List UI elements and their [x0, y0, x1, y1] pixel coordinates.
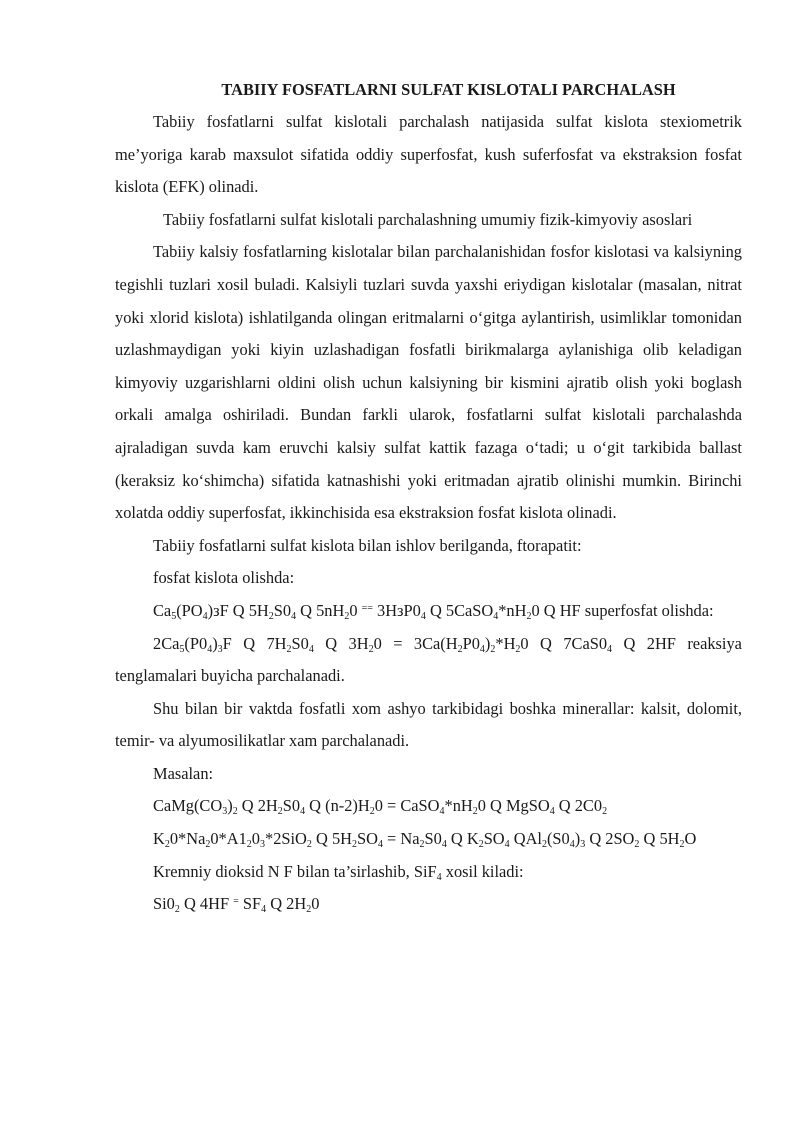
- equation-dolomite: $CaMg(CO_3)_2$ Q $2H_2S0_4$ Q $(n-2)H_20$ = $CaSO_4*nH_20$ Q MgSO$_4$ Q $2C0_2$: [153, 796, 608, 818]
- equation-aluminosilicate: $K_20*Na_20*A1_20_3*2SiO_2$ Q $5H_2SO_4 = Na_2S0_4$ Q $K_2SO_4$ $QAl_2(S0_4)_3$ Q $2SO_2$ Q $5H_2O$: [153, 829, 697, 851]
- paragraph-intro: Tabiiy fosfatlarni sulfat kislotali parchalash natijasida sulfat kislota stexiometrik me’yoriga karab maxsulot sifatida oddiy superfosfat, kush suferfosfat va ekstraksion fosfat kislota (EFK) olinadi.: [115, 112, 742, 197]
- paragraph-phosphoric-acid: fosfat kislota olishda:: [153, 568, 295, 588]
- equation-phosphoric-acid: $Ca_5(PO_4)зF$ Q $5H_2S0_4$ Q $5nH_20$ == $3HзP0_4$ Q $5CaSO_4*nH_20$ Q HF superfosfat olishda:: [153, 600, 714, 622]
- document-title: TABIIY FOSFATLARNI SULFAT KISLOTALI PARCHALASH: [221, 80, 676, 99]
- paragraph-subheading: Tabiiy fosfatlarni sulfat kislotali parchalashning umumiy fizik-kimyoviy asoslari: [163, 209, 693, 229]
- paragraph-silica: Kremniy dioksid N F bilan ta’sirlashib, SiF$_4$ xosil kiladi:: [153, 861, 524, 883]
- paragraph-other-minerals: Shu bilan bir vaktda fosfatli xom ashyo tarkibidagi boshka minerallar: kalsit, dolomit, temir- va alyumosilikatlar xam parchalanadi.: [115, 698, 742, 751]
- paragraph-example-label: Masalan:: [153, 763, 214, 783]
- equation-silica: $Si0_2$ Q 4HF = $SF_4$ Q $2H_20$: [153, 894, 320, 916]
- paragraph-theory: Tabiiy kalsiy fosfatlarning kislotalar bilan parchalanishidan fosfor kislotasi va kalsiyning tegishli tuzlari xosil buladi. Kalsiyli tuzlari suvda yaxshi eriydigan kislotalar (masalan, nitrat yoki xlorid kislota) ishlatilganda olingan eritmalarni o‘gitga aylantirish, usimliklar tomonidan uzlashmaydigan yoki kiyin uzlashadigan fosfatli birikmalarga aylanishiga olib keladigan kimyoviy uzgarishlarni oldini olish uchun kalsiyning bir kismini ajratib olish yoki boglash orkali amalga oshiriladi. Bundan farkli ularok, fosfatlarni sulfat kislotali parchalashda ajraladigan suvda kam eruvchi kalsiy sulfat kattik fazaga o‘tadi; u o‘git tarkibida ballast (keraksiz ko‘shimcha) sifatida katnashishi yoki eritmadan ajratib olinishi mumkin. Birinchi xolatda oddiy superfosfat, ikkinchisida esa ekstraksion fosfat kislota olinadi.: [115, 242, 742, 523]
- equation-tail: superfosfat olishda:: [580, 600, 714, 620]
- paragraph-ftorapatit: Tabiiy fosfatlarni sulfat kislota bilan ishlov berilganda, ftorapatit:: [153, 535, 582, 555]
- equation-superphosphate: $2Ca_5(P0_4)_3F$ Q $7H_2S0_4$ Q $3H_20 = 3Ca(H_2P0_4)_2*H_20$ Q $7CaS0_4$ Q 2HF reaksiya tenglamalari buyicha parchalanadi.: [115, 633, 742, 686]
- equation-tail: reaksiya tenglamalari buyicha parchalanadi.: [115, 633, 742, 686]
